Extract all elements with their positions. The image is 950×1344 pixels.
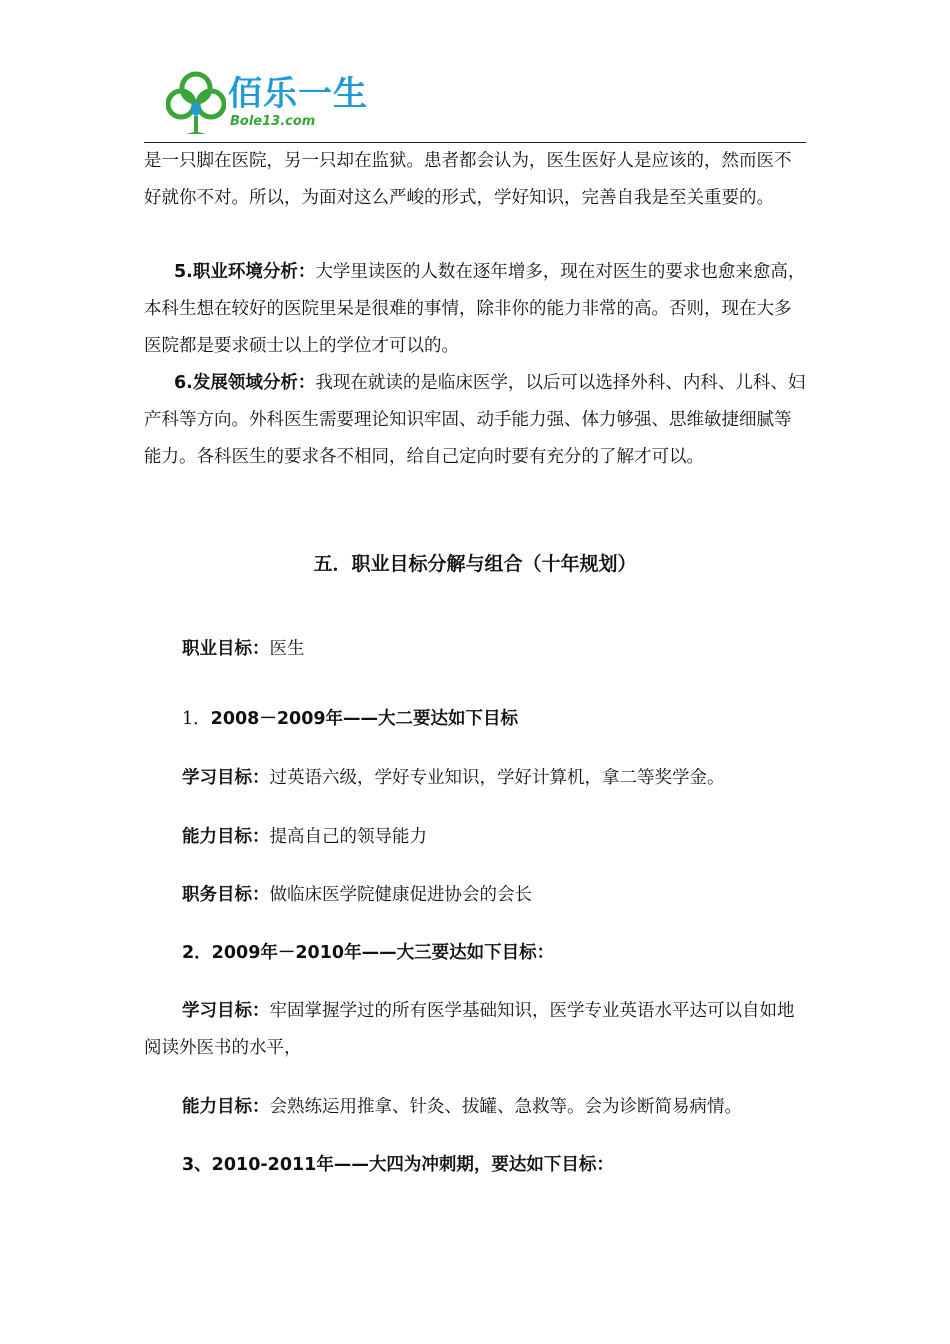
period-1-study-goal (182, 765, 725, 791)
development-field-label: 6.发展领域分析： (174, 373, 316, 393)
career-environment-label: 5.职业环境分析： (174, 262, 316, 282)
development-field-text: 我现在就读的是临床医学，以后可以选择外科、内科、儿科、妇产科等方向。外科医生需要理论知识牢固、动手能力强、体力够强、思维敏捷细腻等能力。各科医生的要求各不相同，给自己定向时要有充分的了解才可以。 (144, 373, 806, 467)
period-1-title-text: 2008－2009年——大二要达如下目标 (210, 709, 519, 729)
period-3-title: 3、2010-2011年——大四为冲刺期，要达如下目标： (182, 1155, 614, 1175)
bole-logo (166, 70, 366, 138)
intro-paragraph: 是一只脚在医院，另一只却在监狱。患者都会认为，医生医好人是应该的，然而医不好就你不对。所以，为面对这么严峻的形式，学好知识，完善自我是至关重要的。 (144, 151, 792, 208)
career-environment-paragraph (144, 254, 808, 365)
period-1-number: 1． (182, 709, 211, 729)
logo-english-text: Bole13.com (230, 114, 316, 129)
period-1-ability-label: 能力目标： (182, 827, 270, 847)
career-goal-label: 职业目标： (182, 639, 270, 659)
development-field-paragraph (144, 365, 808, 476)
logo-chinese-text: 佰乐一生 (228, 74, 368, 114)
section-heading: 五．职业目标分解与组合（十年规划） (313, 553, 637, 575)
period-1-study-text: 过英语六级，学好专业知识，学好计算机，拿二等奖学金。 (269, 768, 725, 788)
period-1-study-label: 学习目标： (182, 768, 270, 788)
period-2-study-label: 学习目标： (182, 1001, 270, 1021)
period-1-title (182, 706, 518, 732)
tree-logo-icon (166, 70, 226, 136)
period-1-duty-text: 做临床医学院健康促进协会的会长 (269, 885, 532, 905)
period-2-title: 2．2009年－2010年——大三要达如下目标： (182, 943, 555, 963)
period-2-ability-label: 能力目标： (182, 1097, 270, 1117)
period-2-study-text: 牢固掌握学过的所有医学基础知识，医学专业英语水平达可以自如地阅读外医书的水平， (144, 1001, 795, 1058)
period-1-ability-text: 提高自己的领导能力 (269, 827, 427, 847)
career-goal-line (182, 636, 305, 662)
period-2-study-goal (144, 993, 808, 1067)
period-2-ability-text: 会熟练运用推拿、针灸、拔罐、急救等。会为诊断简易病情。 (269, 1097, 742, 1117)
period-2-ability-goal (182, 1094, 742, 1120)
career-environment-text: 大学里读医的人数在逐年增多，现在对医生的要求也愈来愈高，本科生想在较好的医院里呆是很难的事情，除非你的能力非常的高。否则，现在大多医院都是要求硕士以上的学位才可以的。 (144, 262, 806, 356)
career-goal-text: 医生 (269, 639, 305, 659)
period-1-duty-goal (182, 882, 532, 908)
period-1-ability-goal (182, 824, 427, 850)
period-1-duty-label: 职务目标： (182, 885, 270, 905)
